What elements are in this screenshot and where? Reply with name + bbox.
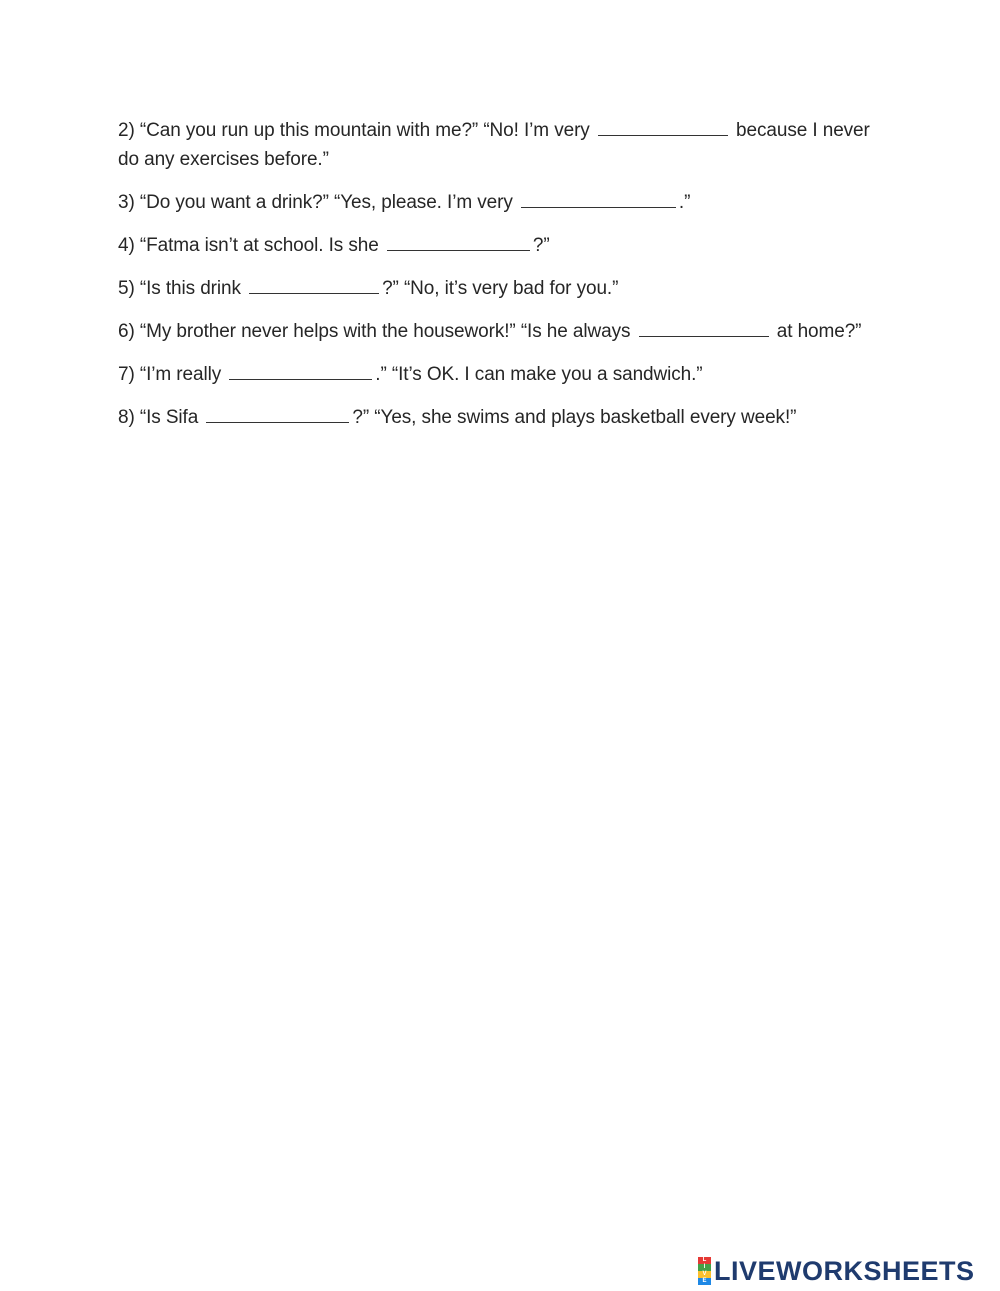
answer-blank-3[interactable] [521,189,676,208]
question-5: 5) “Is this drink ?” “No, it’s very bad for you.” [118,274,878,303]
question-7: 7) “I’m really .” “It’s OK. I can make you a sandwich.” [118,360,878,389]
question-4: 4) “Fatma isn’t at school. Is she ?” [118,231,878,260]
question-2: 2) “Can you run up this mountain with me?” “No! I’m very because I never do any exercises before.” [118,116,878,174]
question-6: 6) “My brother never helps with the housework!” “Is he always at home?” [118,317,878,346]
logo-text: LIVEWORKSHEETS [714,1255,975,1286]
logo-mark-letter: V [698,1271,711,1278]
question-8: 8) “Is Sifa ?” “Yes, she swims and plays basketball every week!” [118,403,878,432]
logo-mark-letter: L [698,1257,711,1264]
question-3: 3) “Do you want a drink?” “Yes, please. I’m very .” [118,188,878,217]
logo-mark-icon [698,1257,711,1285]
answer-blank-4[interactable] [387,232,530,251]
liveworksheets-logo [698,1256,975,1286]
answer-blank-6[interactable] [639,318,769,337]
logo-mark-letter: E [698,1278,711,1285]
worksheet-body [118,116,878,446]
answer-blank-8[interactable] [206,404,349,423]
logo-mark-letter: I [698,1264,711,1271]
answer-blank-2[interactable] [598,117,728,136]
answer-blank-7[interactable] [229,361,372,380]
answer-blank-5[interactable] [249,275,379,294]
